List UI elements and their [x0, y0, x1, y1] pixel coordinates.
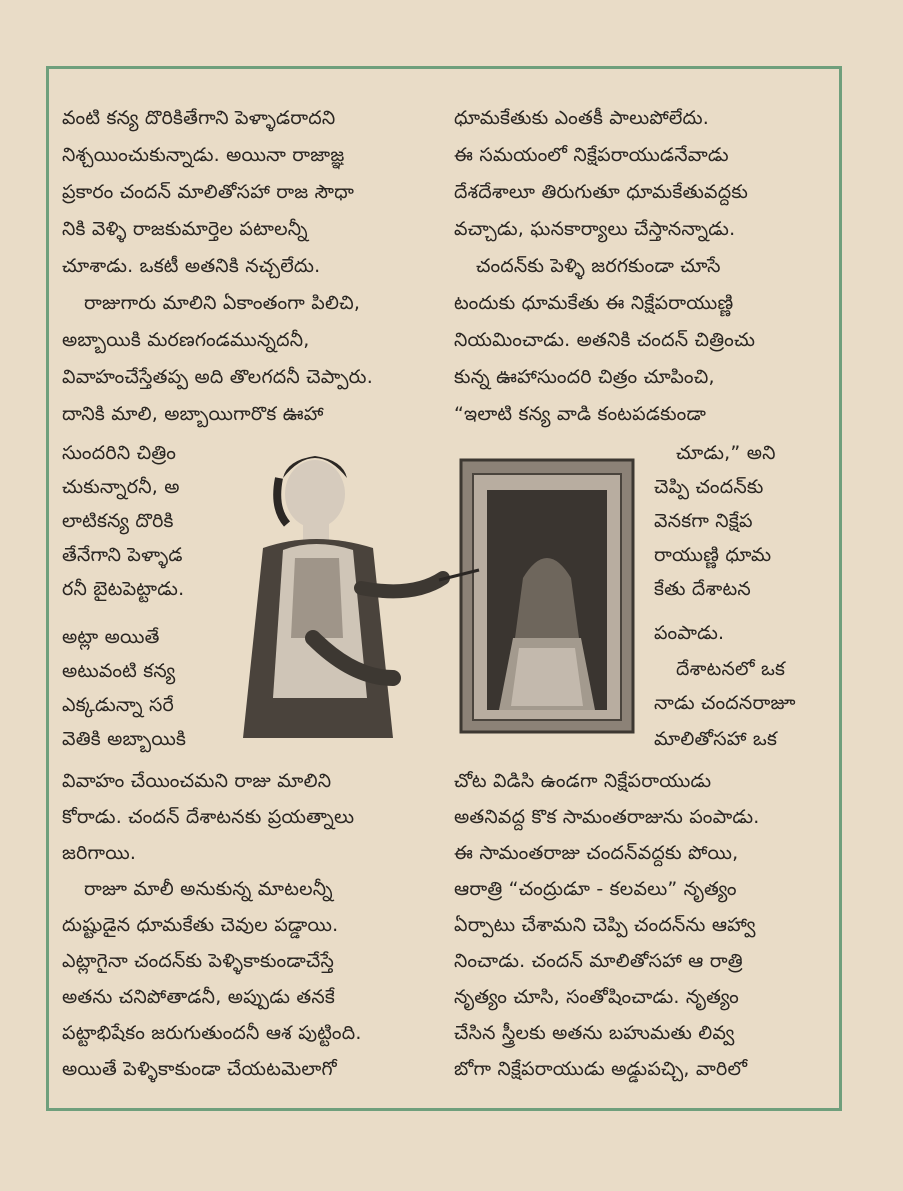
text-line: రాజూ మాలీ అనుకున్న మాటలన్నీ [84, 878, 333, 900]
text-line: నియమించాడు. అతనికి చందన్ చిత్రించు [454, 329, 756, 351]
text-line: చందన్‌కు పెళ్ళి జరగకుండా చూసే [476, 255, 721, 277]
text-line: మాలితోసహా ఒక [654, 728, 778, 750]
text-line: “ఇలాటి కన్య వాడి కంటపడకుండా [454, 403, 707, 425]
text-line: వెనకగా నిక్షేప [654, 510, 753, 532]
text-line: నికి వెళ్ళి రాజకుమార్తెల పటాలన్నీ [62, 218, 308, 240]
text-line: సుందరిని చిత్రిం [62, 442, 177, 464]
text-line: ప్రకారం చందన్ మాలితోసహా రాజ సౌధా [62, 181, 355, 203]
text-line: చేసిన స్త్రీలకు అతను బహుమతు లివ్వ [454, 1022, 735, 1044]
text-line: ఎక్కడున్నా సరే [62, 694, 174, 716]
text-line: అతనివద్ద కొక సామంతరాజును పంపాడు. [454, 806, 760, 828]
text-line: చోట విడిసి ఉండగా నిక్షేపరాయుడు [454, 770, 712, 792]
text-line: ఈ సామంతరాజు చందన్‌వద్దకు పోయి, [454, 842, 739, 864]
text-line: వివాహంచేస్తేతప్ప అది తొలగదనీ చెప్పారు. [62, 366, 373, 388]
text-line: అతను చనిపోతాడనీ, అప్పుడు తనకే [62, 986, 336, 1008]
text-line: తేనేగాని పెళ్ళాడ [62, 544, 183, 566]
text-line: రాయుణ్ణి ధూమ [654, 544, 772, 566]
text-line: ధూమకేతుకు ఎంతకీ పాలుపోలేదు. [454, 107, 709, 129]
text-line: దుష్టుడైన ధూమకేతు చెవుల పడ్డాయి. [62, 914, 339, 936]
text-line: లాటికన్య దొరికి [62, 510, 174, 532]
man-painting-portrait-illustration [243, 438, 643, 738]
text-line: టందుకు ధూమకేతు ఈ నిక్షేపరాయుణ్ణి [454, 292, 734, 314]
text-line: వెతికి అబ్బాయికి [62, 728, 187, 750]
text-line: నిశ్చయించుకున్నాడు. అయినా రాజాజ్ఞ [62, 144, 345, 166]
text-line: కోరాడు. చందన్ దేశాటనకు ప్రయత్నాలు [62, 806, 355, 828]
text-line: నృత్యం చూసి, సంతోషించాడు. నృత్యం [454, 986, 739, 1008]
text-line: రాజుగారు మాలిని ఏకాంతంగా పిలిచి, [84, 292, 361, 314]
text-line: పట్టాభిషేకం జరుగుతుందనీ ఆశ పుట్టింది. [62, 1022, 362, 1044]
text-line: అటువంటి కన్య [62, 660, 176, 682]
text-line: చూశాడు. ఒకటీ అతనికి నచ్చలేదు. [62, 255, 321, 277]
text-line: చుకున్నారనీ, అ [62, 476, 180, 498]
text-line: నాడు చందనరాజూ [654, 692, 796, 714]
text-line: పంపాడు. [654, 622, 725, 644]
text-line: దేశదేశాలూ తిరుగుతూ ధూమకేతువద్దకు [454, 181, 749, 203]
text-line: చెప్పి చందన్‌కు [654, 476, 764, 498]
text-line: దేశాటనలో ఒక [676, 658, 786, 680]
text-line: కున్న ఊహాసుందరి చిత్రం చూపించి, [454, 366, 715, 388]
text-line: ఈ సమయంలో నిక్షేపరాయుడనేవాడు [454, 144, 729, 166]
text-line: వివాహం చేయించమని రాజు మాలిని [62, 770, 332, 792]
text-line: ఏర్పాటు చేశామని చెప్పి చందన్‌ను ఆహ్వా [454, 914, 756, 936]
text-line: కేతు దేశాటన [654, 578, 751, 600]
text-line: ఎట్లాగైనా చందన్‌కు పెళ్ళికాకుండాచేస్తే [62, 950, 335, 972]
text-line: రనీ బైటపెట్టాడు. [62, 578, 185, 600]
illustration-svg [243, 438, 643, 738]
text-line: నించాడు. చందన్ మాలితోసహా ఆ రాత్రి [454, 950, 743, 972]
text-line: దానికి మాలి, అబ్బాయిగారొక ఊహా [62, 403, 324, 425]
text-line: బోగా నిక్షేపరాయుడు అడ్డుపచ్చి, వారిలో [454, 1058, 748, 1080]
text-line: అబ్బాయికి మరణగండమున్నదనీ, [62, 329, 310, 351]
text-line: ఆరాత్రి “చంద్రుడూ - కలవలు” నృత్యం [454, 878, 737, 900]
text-line: అయితే పెళ్ళికాకుండా చేయటమెలాగో [62, 1058, 337, 1080]
text-line: జరిగాయి. [62, 842, 137, 864]
text-line: చూడు,” అని [676, 442, 776, 464]
text-line: వచ్చాడు, ఘనకార్యాలు చేస్తానన్నాడు. [454, 218, 736, 240]
text-line: అట్లా అయితే [62, 626, 160, 648]
text-line: వంటి కన్య దొరికితేగాని పెళ్ళాడరాదని [62, 107, 336, 129]
